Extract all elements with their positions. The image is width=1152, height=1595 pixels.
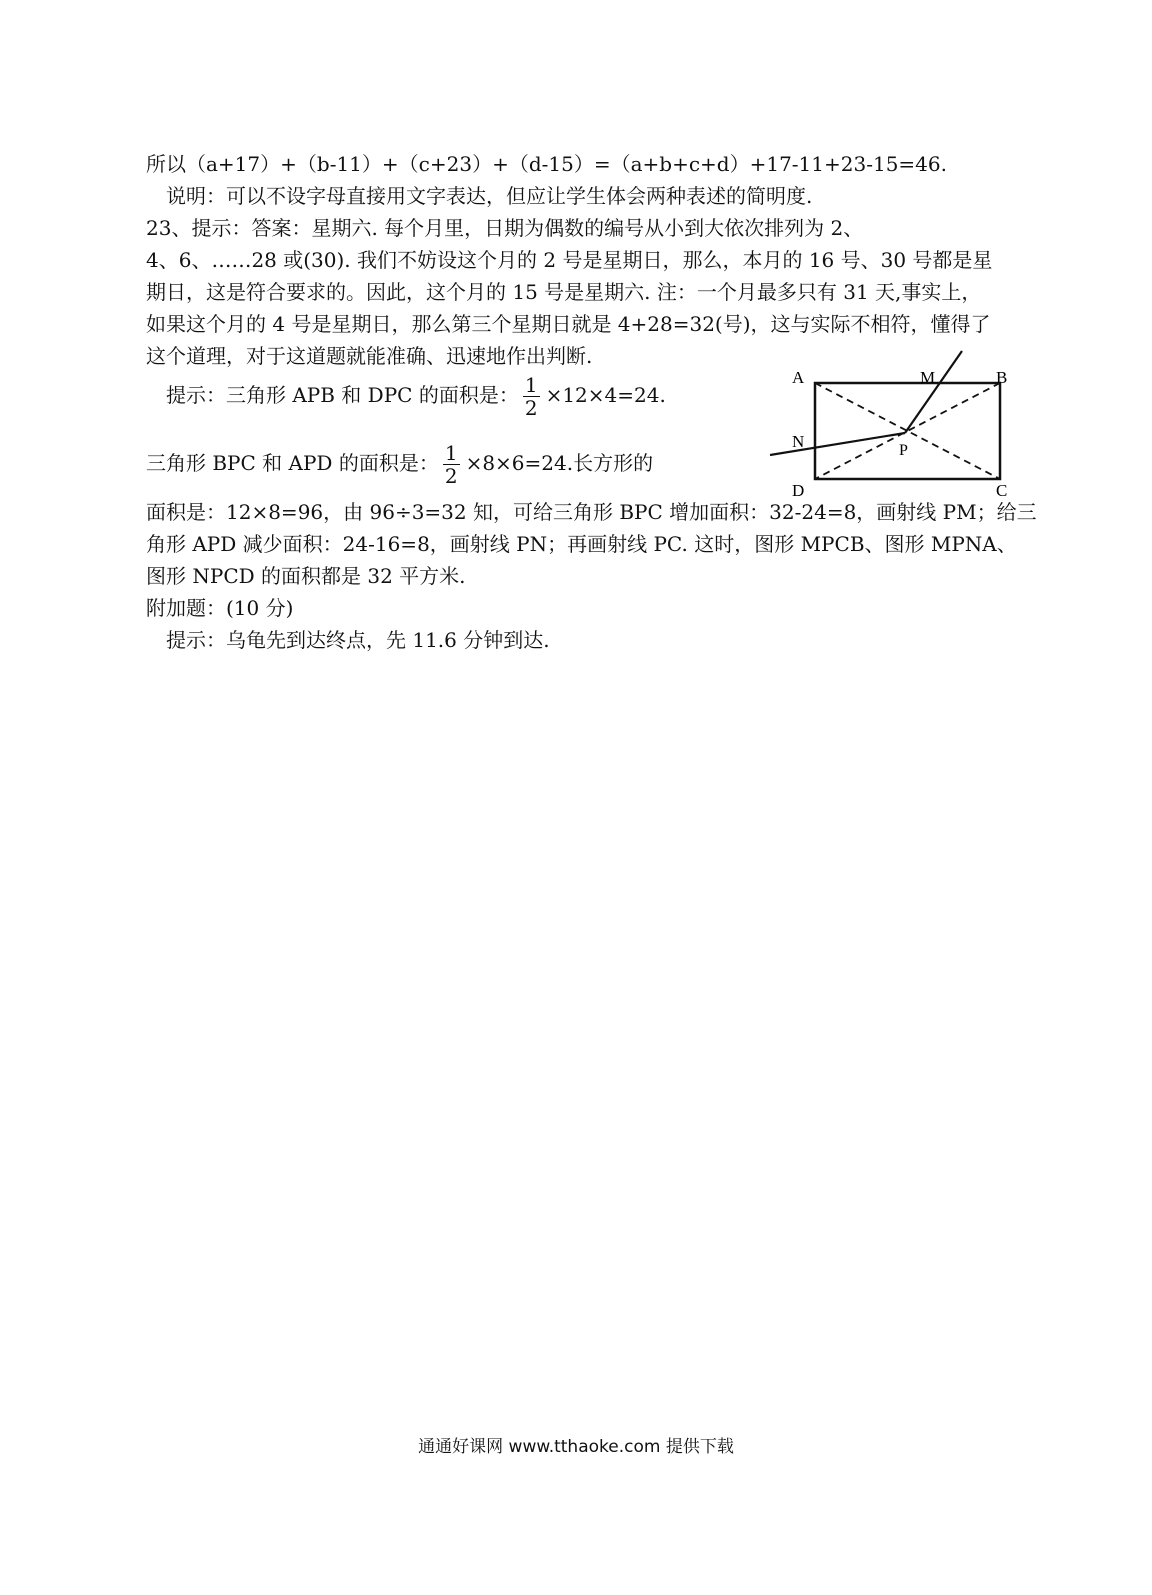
fraction-half (523, 374, 540, 419)
text-line-10: 图形 NPCD 的面积都是 32 平方米. (146, 564, 466, 588)
text-line-6: 如果这个月的 4 号是星期日，那么第三个星期日就是 4+28=32(号)，这与实际不相符，懂得了 (146, 312, 991, 336)
label-m: M (920, 368, 936, 387)
fraction-half-2 (443, 442, 460, 487)
hint1-suffix: ×12×4=24. (545, 383, 666, 407)
fraction-numerator-2: 1 (444, 441, 458, 465)
fraction-numerator: 1 (524, 373, 538, 397)
ray-pm (905, 351, 962, 433)
text-line-3: 23、提示：答案：星期六. 每个月里，日期为偶数的编号从小到大依次排列为 2、 (146, 216, 864, 240)
fraction-denominator: 2 (524, 396, 538, 420)
ray-pn (770, 433, 905, 455)
text-line-2: 说明：可以不设字母直接用文字表达，但应让学生体会两种表述的简明度. (166, 184, 813, 208)
hint1-prefix: 提示：三角形 APB 和 DPC 的面积是： (166, 383, 519, 407)
hint-line-2 (146, 442, 653, 487)
label-b: B (996, 368, 1008, 387)
label-n: N (792, 432, 805, 451)
text-line-12: 提示：乌龟先到达终点，先 11.6 分钟到达. (166, 628, 550, 652)
hint2-suffix: ×8×6=24.长方形的 (465, 451, 654, 475)
text-line-7: 这个道理，对于这道题就能准确、迅速地作出判断. (146, 344, 593, 368)
label-p: P (899, 442, 908, 459)
page-footer: 通通好课网 www.tthaoke.com 提供下载 (418, 1437, 734, 1457)
label-a: A (792, 368, 805, 387)
text-line-8: 面积是：12×8=96，由 96÷3=32 知，可给三角形 BPC 增加面积：32-24=8，画射线 PM；给三 (146, 500, 1037, 524)
fraction-denominator-2: 2 (444, 464, 458, 488)
label-c: C (996, 481, 1008, 500)
text-line-4: 4、6、……28 或(30). 我们不妨设这个月的 2 号是星期日，那么，本月的 16 号、30 号都是星 (146, 248, 993, 272)
hint-line-1 (166, 374, 666, 419)
text-line-1: 所以（a+17）+（b-11）+（c+23）+（d-15）=（a+b+c+d）+17-11+23-15=46. (146, 152, 947, 176)
hint2-prefix: 三角形 BPC 和 APD 的面积是： (146, 451, 439, 475)
text-line-5: 期日，这是符合要求的。因此，这个月的 15 号是星期六. 注：一个月最多只有 31 天,事实上， (146, 280, 982, 304)
label-d: D (792, 481, 805, 500)
rectangle-diagram (770, 345, 1030, 505)
text-line-11: 附加题：(10 分) (146, 596, 294, 620)
text-line-9: 角形 APD 减少面积：24-16=8，画射线 PN；再画射线 PC. 这时，图形 MPCB、图形 MPNA、 (146, 532, 1017, 556)
